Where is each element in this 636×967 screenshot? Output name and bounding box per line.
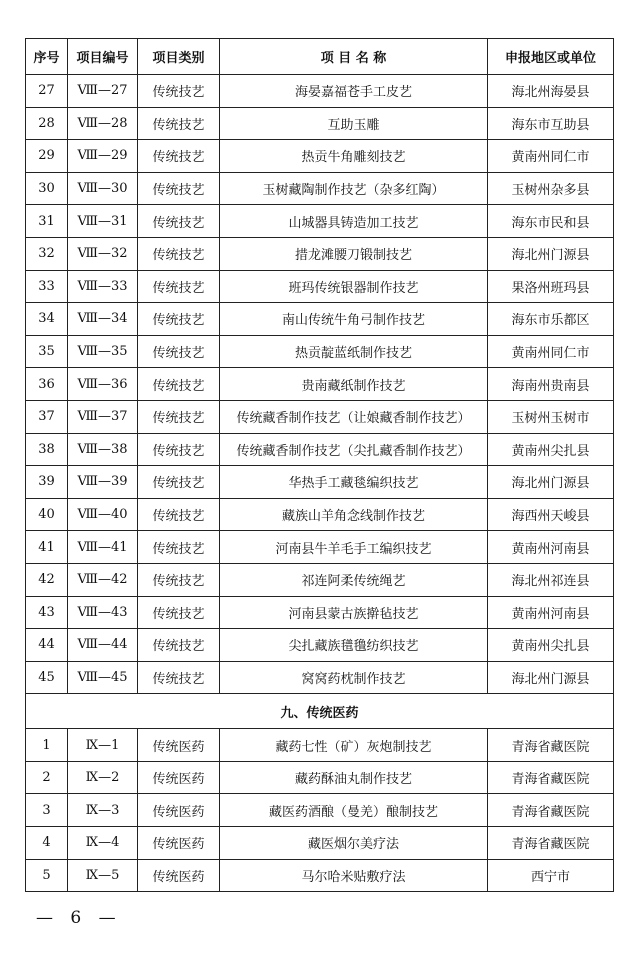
cell-category: 传统技艺 [138,205,220,238]
cell-name: 河南县牛羊毛手工编织技艺 [220,531,488,564]
cell-seq: 34 [26,303,68,336]
table-row [26,498,614,531]
table-row [26,629,614,662]
table-row [26,729,614,762]
cell-category: 传统技艺 [138,237,220,270]
cell-seq: 37 [26,400,68,433]
cell-name: 传统藏香制作技艺（尖扎藏香制作技艺） [220,433,488,466]
cell-category: 传统医药 [138,761,220,794]
cell-category: 传统技艺 [138,140,220,173]
cell-code: Ⅷ—41 [68,531,138,564]
cell-category: 传统技艺 [138,270,220,303]
cell-seq: 40 [26,498,68,531]
table-row [26,859,614,892]
cell-region: 海北州门源县 [488,661,614,694]
cell-seq: 2 [26,761,68,794]
cell-region: 青海省藏医院 [488,761,614,794]
cell-region: 黄南州同仁市 [488,140,614,173]
heritage-project-table [25,38,614,892]
cell-category: 传统技艺 [138,400,220,433]
cell-region: 海西州天峻县 [488,498,614,531]
cell-name: 窝窝药枕制作技艺 [220,661,488,694]
cell-code: Ⅷ—34 [68,303,138,336]
table-row [26,335,614,368]
cell-category: 传统医药 [138,729,220,762]
cell-category: 传统技艺 [138,368,220,401]
cell-name: 祁连阿柔传统绳艺 [220,563,488,596]
cell-region: 青海省藏医院 [488,729,614,762]
cell-seq: 28 [26,107,68,140]
cell-category: 传统技艺 [138,335,220,368]
header-name: 项 目 名 称 [220,39,488,75]
cell-code: Ⅸ—1 [68,729,138,762]
table-body-traditional-medicine [26,729,614,892]
cell-region: 玉树州玉树市 [488,400,614,433]
cell-code: Ⅷ—28 [68,107,138,140]
cell-name: 海晏嘉福苍手工皮艺 [220,75,488,108]
cell-name: 马尔哈米贴敷疗法 [220,859,488,892]
cell-code: Ⅷ—45 [68,661,138,694]
table-row [26,827,614,860]
table-row [26,270,614,303]
cell-seq: 41 [26,531,68,564]
cell-seq: 29 [26,140,68,173]
cell-name: 互助玉雕 [220,107,488,140]
cell-category: 传统技艺 [138,498,220,531]
table-row [26,400,614,433]
cell-code: Ⅷ—30 [68,172,138,205]
cell-category: 传统技艺 [138,596,220,629]
cell-name: 华热手工藏毯编织技艺 [220,466,488,499]
cell-region: 海东市互助县 [488,107,614,140]
cell-seq: 31 [26,205,68,238]
cell-category: 传统技艺 [138,433,220,466]
cell-name: 河南县蒙古族擀毡技艺 [220,596,488,629]
cell-seq: 35 [26,335,68,368]
cell-region: 海北州海晏县 [488,75,614,108]
cell-seq: 32 [26,237,68,270]
cell-seq: 4 [26,827,68,860]
cell-category: 传统技艺 [138,629,220,662]
cell-region: 青海省藏医院 [488,794,614,827]
cell-category: 传统技艺 [138,107,220,140]
cell-code: Ⅷ—29 [68,140,138,173]
cell-name: 热贡牛角雕刻技艺 [220,140,488,173]
cell-region: 黄南州河南县 [488,531,614,564]
cell-seq: 36 [26,368,68,401]
cell-code: Ⅷ—27 [68,75,138,108]
cell-region: 海东市民和县 [488,205,614,238]
section-row [26,694,614,729]
cell-region: 海北州门源县 [488,237,614,270]
cell-category: 传统医药 [138,827,220,860]
cell-category: 传统技艺 [138,466,220,499]
cell-name: 藏药七性（矿）灰炮制技艺 [220,729,488,762]
cell-code: Ⅷ—38 [68,433,138,466]
table-row [26,75,614,108]
cell-seq: 3 [26,794,68,827]
cell-name: 措龙滩腰刀锻制技艺 [220,237,488,270]
cell-region: 黄南州河南县 [488,596,614,629]
table-row [26,237,614,270]
table-row [26,466,614,499]
cell-name: 山城器具铸造加工技艺 [220,205,488,238]
table-row [26,172,614,205]
cell-region: 果洛州班玛县 [488,270,614,303]
table-row [26,205,614,238]
cell-category: 传统技艺 [138,75,220,108]
cell-region: 海东市乐都区 [488,303,614,336]
cell-seq: 43 [26,596,68,629]
cell-name: 传统藏香制作技艺（让娘藏香制作技艺） [220,400,488,433]
cell-category: 传统医药 [138,859,220,892]
cell-code: Ⅷ—44 [68,629,138,662]
cell-region: 西宁市 [488,859,614,892]
table-row [26,596,614,629]
cell-region: 海南州贵南县 [488,368,614,401]
cell-name: 藏族山羊角念线制作技艺 [220,498,488,531]
cell-code: Ⅷ—33 [68,270,138,303]
section-title: 九、传统医药 [26,694,614,729]
cell-category: 传统医药 [138,794,220,827]
cell-region: 玉树州杂多县 [488,172,614,205]
cell-code: Ⅷ—36 [68,368,138,401]
table-row [26,661,614,694]
cell-code: Ⅸ—4 [68,827,138,860]
cell-region: 海北州祁连县 [488,563,614,596]
cell-code: Ⅷ—32 [68,237,138,270]
page-number: — 6 — [36,908,122,928]
cell-name: 玉树藏陶制作技艺（杂多红陶） [220,172,488,205]
table-body-traditional-crafts [26,75,614,694]
cell-region: 黄南州同仁市 [488,335,614,368]
cell-code: Ⅷ—35 [68,335,138,368]
cell-seq: 5 [26,859,68,892]
cell-seq: 45 [26,661,68,694]
header-code: 项目编号 [68,39,138,75]
cell-category: 传统技艺 [138,172,220,205]
table-row [26,140,614,173]
cell-code: Ⅷ—39 [68,466,138,499]
cell-category: 传统技艺 [138,563,220,596]
cell-region: 黄南州尖扎县 [488,433,614,466]
cell-name: 尖扎藏族氆氇纺织技艺 [220,629,488,662]
cell-name: 藏医药酒酿（曼羌）酿制技艺 [220,794,488,827]
cell-name: 南山传统牛角弓制作技艺 [220,303,488,336]
cell-name: 班玛传统银器制作技艺 [220,270,488,303]
cell-seq: 27 [26,75,68,108]
cell-region: 青海省藏医院 [488,827,614,860]
table-row [26,107,614,140]
cell-category: 传统技艺 [138,531,220,564]
cell-code: Ⅷ—40 [68,498,138,531]
cell-category: 传统技艺 [138,303,220,336]
cell-name: 藏药酥油丸制作技艺 [220,761,488,794]
table-row [26,368,614,401]
header-region: 申报地区或单位 [488,39,614,75]
table-row [26,433,614,466]
table-row [26,563,614,596]
cell-code: Ⅷ—43 [68,596,138,629]
cell-region: 黄南州尖扎县 [488,629,614,662]
cell-name: 热贡靛蓝纸制作技艺 [220,335,488,368]
header-seq: 序号 [26,39,68,75]
cell-name: 贵南藏纸制作技艺 [220,368,488,401]
table-row [26,303,614,336]
table-row [26,761,614,794]
cell-seq: 33 [26,270,68,303]
cell-seq: 30 [26,172,68,205]
cell-code: Ⅷ—37 [68,400,138,433]
cell-name: 藏医烟尔美疗法 [220,827,488,860]
table-header-row [26,39,614,75]
cell-seq: 44 [26,629,68,662]
table-row [26,531,614,564]
header-category: 项目类别 [138,39,220,75]
cell-code: Ⅸ—5 [68,859,138,892]
cell-code: Ⅸ—2 [68,761,138,794]
cell-code: Ⅸ—3 [68,794,138,827]
cell-code: Ⅷ—31 [68,205,138,238]
cell-seq: 42 [26,563,68,596]
table-row [26,794,614,827]
cell-region: 海北州门源县 [488,466,614,499]
cell-seq: 39 [26,466,68,499]
cell-seq: 1 [26,729,68,762]
cell-seq: 38 [26,433,68,466]
cell-code: Ⅷ—42 [68,563,138,596]
cell-category: 传统技艺 [138,661,220,694]
